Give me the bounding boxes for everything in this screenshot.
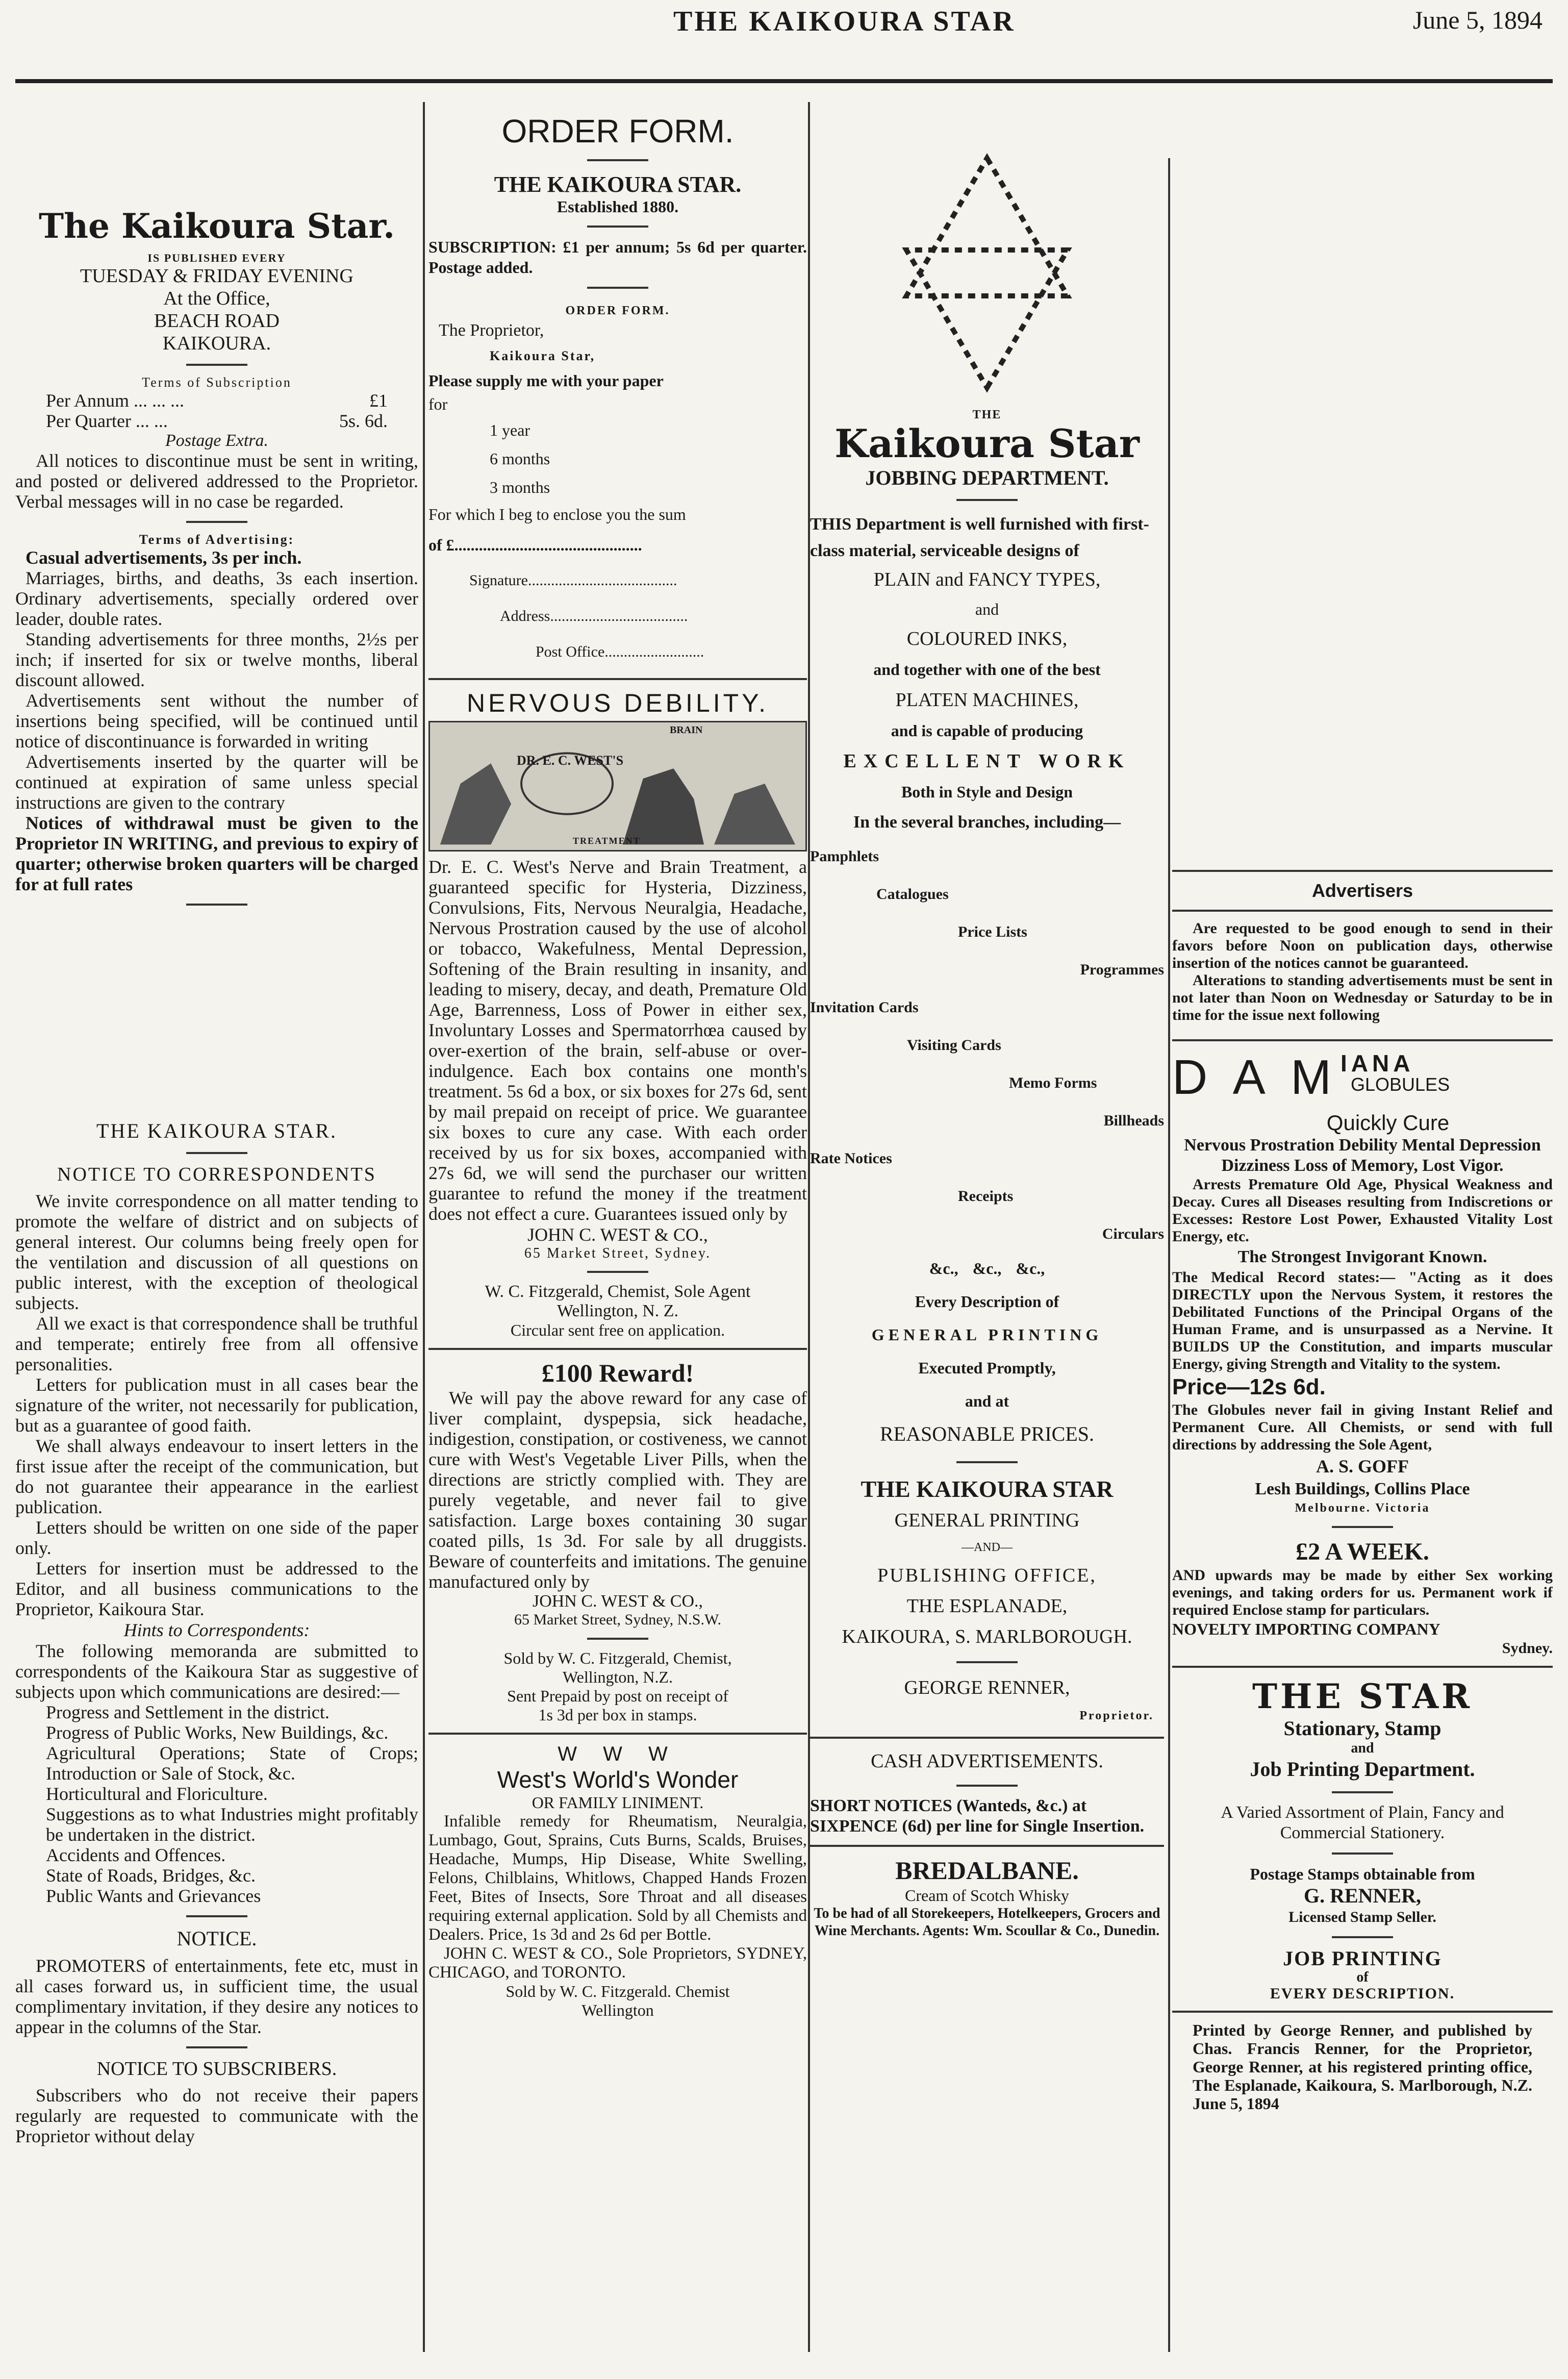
advertisers-body-2: Alterations to standing advertisements must be sent in not later than Noon on Wednesday or Saturday to be in time for the issue next following (1172, 972, 1553, 1023)
notice-body: PROMOTERS of entertainments, fete etc, must in all cases forward us, in sufficient time, the usual complimentary invitation, if they desire any notices to appear in the columns of the Star. (15, 1956, 418, 2037)
damiana-globules: GLOBULES (1351, 1074, 1450, 1095)
page-header (15, 0, 1553, 102)
header-rule (15, 79, 1553, 83)
hint-item: Suggestions as to what Industries might profitably be undertaken in the district. (46, 1804, 418, 1845)
star-of-david-icon (810, 102, 1164, 429)
period-6-months: 6 months (490, 449, 550, 468)
divider (428, 678, 807, 680)
terms-heading: Terms of Subscription (142, 375, 292, 390)
and-at-line: and at (965, 1392, 1009, 1410)
issue-date: June 5, 1894 (1412, 6, 1542, 34)
branch-item: Visiting Cards (907, 1037, 1001, 1054)
sold-by: Sold by W. C. Fitzgerald, Chemist, (503, 1649, 732, 1667)
published-office: At the Office, (163, 288, 270, 309)
adv-term-5: Advertisements inserted by the quarter will be continued at expiration of same unless special instructions are given to the contrary (15, 752, 418, 813)
damiana-price-body: The Globules never fail in giving Instant Relief and Permanent Cure. All Chemists, or send with full directions by addressing the Sole Agent, (1172, 1401, 1553, 1453)
divider (587, 159, 648, 161)
varied-assortment: A Varied Assortment of Plain, Fancy and Commercial Stationery. (1221, 1803, 1504, 1842)
subscription-line: SUBSCRIPTION: £1 per annum; 5s 6d per quarter. Postage added. (428, 238, 807, 277)
divider (810, 1845, 1164, 1847)
corr-para-4: We shall always endeavour to insert letters in the first issue after the receipt of the communication, but do not guarantee their appearance in the earliest publication. (15, 1436, 418, 1517)
star-logo (810, 102, 1164, 429)
the-star-heading: THE STAR (1252, 1676, 1473, 1716)
divider (1172, 870, 1553, 872)
divider (186, 1915, 247, 1917)
kaikoura-star-line: Kaikoura Star, (490, 348, 596, 363)
divider (428, 1733, 807, 1735)
period-1-year: 1 year (490, 421, 530, 439)
divider (587, 1271, 648, 1273)
divider (1332, 1852, 1393, 1855)
address-label: Address (500, 608, 550, 624)
jobbing-intro: THIS Department is well furnished with first-class material, serviceable designs of (810, 515, 1149, 560)
hint-item: Agricultural Operations; State of Crops; Introduction or Sale of Stock, &c. (46, 1743, 418, 1784)
goff-city: Melbourne. Victoria (1295, 1501, 1430, 1515)
licensed-seller: Licensed Stamp Seller. (1288, 1909, 1436, 1925)
hint-item: Public Wants and Grievances (46, 1886, 261, 1906)
divider (956, 1785, 1018, 1787)
illustration-icon (430, 722, 805, 850)
masthead: THE KAIKOURA STAR (673, 6, 1016, 37)
published-days: TUESDAY & FRIDAY EVENING (80, 265, 353, 287)
etc-line: &c., &c., &c., (929, 1259, 1045, 1278)
fitzgerald-agent: W. C. Fitzgerald, Chemist, Sole Agent (485, 1282, 751, 1301)
divider (956, 499, 1018, 501)
quarter-label: Per Quarter ... ... (46, 411, 168, 431)
office-general-printing: GENERAL PRINTING (894, 1510, 1080, 1531)
amount-dots[interactable]: .............................................. (454, 536, 642, 554)
reasonable-prices: REASONABLE PRICES. (879, 1422, 1095, 1445)
goff-name: A. S. GOFF (1316, 1456, 1409, 1476)
branch-item: Receipts (958, 1188, 1014, 1205)
illustration-label-2: BRAIN (670, 724, 703, 736)
paper-name: THE KAIKOURA STAR. (494, 172, 742, 197)
divider (186, 1152, 247, 1154)
adv-term-3: Standing advertisements for three months, 2½s per inch; if inserted for six or twelve months, liberal discount allowed. (15, 629, 418, 690)
branch-item: Pamphlets (810, 848, 879, 865)
damiana-d: D A M (1172, 1050, 1339, 1105)
jobbing-title: Kaikoura Star (834, 421, 1140, 466)
liniment-body: Infalible remedy for Rheumatism, Neuralgia, Lumbago, Gout, Sprains, Cuts Burns, Scalds, Bruises, Headache, Mumps, Hip Disease, White Swelling, Felons, Chilblains, Whitlows, Chapped Hands Frozen Feet, Bites of Insects, Sore Throat and all diseases requiring external application. Sold by all Chemists and Dealers. Price, 1s 3d and 2s 6d per Bottle. (428, 1812, 807, 1944)
column-2 (428, 102, 807, 2347)
fitzgerald-city: Wellington, N. Z. (557, 1301, 679, 1320)
divider (956, 1461, 1018, 1463)
annum-row (46, 390, 388, 411)
cash-advertisements: CASH ADVERTISEMENTS. (871, 1750, 1103, 1772)
inks-line: COLOURED INKS, (906, 628, 1068, 649)
hint-item: Horticultural and Floriculture. (46, 1784, 268, 1804)
medical-record: The Medical Record states:— "Acting as it does DIRECTLY upon the Nervous System, it restores the Debilitated Functions of the Principal Organs of the Human Frame, and is unsurpassed as a Nervine. It BUILDS UP the Constitution, and imparts muscular Energy, giving Strength and Vitality to the system. (1172, 1269, 1553, 1372)
established: Established 1880. (557, 197, 679, 216)
column-1 (15, 102, 418, 2347)
proprietor-title: Proprietor. (1079, 1709, 1154, 1722)
please-supply: Please supply me with your paper (428, 371, 664, 390)
annum-value: £1 (369, 390, 388, 411)
liniment-city: Wellington (581, 2001, 654, 2019)
quarter-row (46, 411, 388, 431)
branch-item: Price Lists (958, 923, 1027, 940)
and-line: and (975, 600, 999, 618)
divider (956, 1661, 1018, 1663)
every-description-4: EVERY DESCRIPTION. (1270, 1985, 1455, 2002)
office-publishing: PUBLISHING OFFICE, (877, 1565, 1097, 1586)
divider (186, 521, 247, 523)
branch-item: Billheads (1103, 1112, 1164, 1129)
illustration-label: DR. E. C. WEST'S (517, 753, 624, 768)
adv-term-6: Notices of withdrawal must be given to the Proprietor IN WRITING, and previous to expiry of quarter; otherwise broken quarters will be charged for at full rates (15, 813, 418, 894)
annum-label: Per Annum ... ... ... (46, 390, 185, 411)
damiana-iana: IANA (1341, 1050, 1414, 1076)
published-line: IS PUBLISHED EVERY (147, 252, 286, 264)
address-line (428, 598, 807, 634)
sent-prepaid: Sent Prepaid by post on receipt of (507, 1687, 728, 1705)
divider (1332, 1526, 1393, 1528)
sold-city: Wellington, N.Z. (562, 1668, 673, 1686)
week-body: AND upwards may be made by either Sex working evenings, and taking orders for us. Permanent work if required Enclose stamp for particulars. (1172, 1567, 1553, 1618)
hints-intro: The following memoranda are submitted to correspondents of the Kaikoura Star as suggestive of subjects upon which communications are desired:— (15, 1641, 418, 1702)
adv-term-1: Casual advertisements, 3s per inch. (26, 547, 302, 568)
branch-item: Catalogues (876, 886, 949, 903)
damiana-logo (1172, 1049, 1553, 1111)
corr-para-6: Letters for insertion must be addressed to the Editor, and all business communications to the Proprietor, Kaikoura Star. (15, 1558, 418, 1619)
address-dots[interactable]: .................................... (550, 608, 688, 624)
divider (587, 287, 648, 289)
amount-line (428, 527, 807, 563)
branches-list (810, 838, 1164, 1253)
advertisers-heading: Advertisers (1311, 880, 1413, 901)
west-company: JOHN C. WEST & CO., (527, 1224, 708, 1245)
amount-label: of £ (428, 536, 454, 554)
general-printing: GENERAL PRINTING (871, 1325, 1103, 1344)
branch-item: Rate Notices (810, 1150, 892, 1167)
damiana-list: Nervous Prostration Debility Mental Depression Dizziness Loss of Memory, Lost Vigor. (1184, 1136, 1541, 1175)
advertising-heading: Terms of Advertising: (139, 532, 295, 547)
liniment-sold: Sold by W. C. Fitzgerald. Chemist (505, 1982, 730, 2000)
circular-line: Circular sent free on application. (510, 1321, 725, 1339)
signature-line (428, 563, 807, 598)
goff-address: Lesh Buildings, Collins Place (1255, 1480, 1470, 1498)
correspondents-heading: NOTICE TO CORRESPONDENTS (57, 1164, 376, 1185)
divider (1332, 1936, 1393, 1938)
notice-heading: NOTICE. (176, 1927, 257, 1950)
star-heading: THE KAIKOURA STAR. (96, 1119, 337, 1142)
week-heading: £2 A WEEK. (1296, 1538, 1429, 1565)
hint-item: Progress of Public Works, New Buildings, &c. (46, 1722, 389, 1743)
g-renner: G. RENNER, (1303, 1884, 1422, 1907)
printer-imprint: Printed by George Renner, and published by Chas. Francis Renner, for the Proprietor, George Renner, at his registered printing office, The Esplanade, Kaikoura, S. Marlborough, N.Z. June 5, 1894 (1193, 2021, 1532, 2113)
illustration-label-3: TREATMENT (573, 836, 641, 846)
office-kaikoura: KAIKOURA, S. MARLBOROUGH. (842, 1626, 1132, 1647)
office-star: THE KAIKOURA STAR (861, 1476, 1114, 1502)
post-office-label: Post Office (536, 643, 605, 660)
stationary-and: and (1351, 1740, 1374, 1756)
bredalbane-body: To be had of all Storekeepers, Hotelkeepers, Grocers and Wine Merchants. Agents: Wm. Scoullar & Co., Dunedin. (814, 1906, 1160, 1939)
enclose-line: For which I beg to enclose you the sum (428, 505, 686, 523)
damiana-price: Price—12s 6d. (1172, 1374, 1326, 1399)
divider (1172, 2011, 1553, 2013)
order-form-heading: ORDER FORM. (501, 113, 734, 149)
period-3-months: 3 months (490, 478, 550, 496)
strongest-invigorant: The Strongest Invigorant Known. (1237, 1247, 1487, 1266)
george-renner: GEORGE RENNER, (904, 1677, 1070, 1698)
for-line: for (428, 395, 448, 413)
hint-item: Progress and Settlement in the district. (46, 1702, 330, 1722)
divider (1172, 910, 1553, 912)
divider (587, 1638, 648, 1640)
branch-item: Programmes (1080, 961, 1164, 978)
excellent-line: EXCELLENT WORK (843, 750, 1131, 772)
job-of: of (1356, 1969, 1369, 1985)
adv-term-2: Marriages, births, and deaths, 3s each insertion. Ordinary advertisements, specially ordered over leader, double rates. (15, 568, 418, 629)
signature-dots[interactable]: ....................................... (527, 572, 677, 589)
west-company-2: JOHN C. WEST & CO., (532, 1592, 703, 1611)
liniment-proprietors: JOHN C. WEST & CO., Sole Proprietors, SYDNEY, CHICAGO, and TORONTO. (428, 1944, 807, 1982)
hints-heading: Hints to Correspondents: (123, 1620, 310, 1640)
divider (1332, 1791, 1393, 1793)
column-rule-1 (423, 102, 425, 2352)
capable-line: and is capable of producing (891, 721, 1083, 740)
published-town: KAIKOURA. (162, 333, 271, 354)
quickly-cure: Quickly Cure (1326, 1111, 1450, 1135)
wonder-heading: West's World's Wonder (497, 1766, 739, 1793)
advertisers-body: Are requested to be good enough to send in their favors before Noon on publication days, otherwise insertion of the notices cannot be guaranteed. (1172, 920, 1553, 971)
the-label: THE (972, 408, 1002, 421)
nervous-debility-heading: NERVOUS DEBILITY. (467, 689, 769, 717)
hint-item: State of Roads, Bridges, &c. (46, 1865, 256, 1886)
together-line: and together with one of the best (873, 660, 1101, 679)
branch-item: Invitation Cards (810, 999, 919, 1016)
paper-title: The Kaikoura Star. (38, 206, 395, 246)
novelty-city: Sydney. (1502, 1640, 1553, 1657)
hint-item: Accidents and Offences. (46, 1845, 226, 1865)
postage-stamps: Postage Stamps obtainable from (1250, 1865, 1475, 1883)
divider (810, 1737, 1164, 1739)
office-and: —AND— (962, 1541, 1013, 1554)
executed-line: Executed Promptly, (918, 1359, 1056, 1377)
west-address-2: 65 Market Street, Sydney, N.S.W. (514, 1611, 722, 1628)
column-rule-3 (1168, 158, 1170, 2352)
post-office-line (428, 634, 807, 670)
reward-body: We will pay the above reward for any case of liver complaint, dyspepsia, sick headache, indigestion, constipation, or costiveness, we cannot cure with West's Vegetable Liver Pills, when the directions are strictly complied with. They are purely vegetable, and never fail to give satisfaction. Large boxes containing 30 sugar coated pills, 1s 3d. For sale by all druggists. Beware of counterfeits and imitations. The genuine manufactured only by (428, 1388, 807, 1592)
published-road: BEACH ROAD (154, 310, 280, 332)
bredalbane-heading: BREDALBANE. (895, 1856, 1079, 1885)
sent-price: 1s 3d per box in stamps. (538, 1706, 697, 1724)
postage-note: Postage Extra. (165, 431, 269, 450)
branch-item: Circulars (1102, 1225, 1164, 1242)
corr-para-5: Letters should be written on one side of the paper only. (15, 1517, 418, 1558)
discontinue-notice: All notices to discontinue must be sent in writing, and posted or delivered addressed to the Proprietor. Verbal messages will in no case be regarded. (15, 450, 418, 512)
column-4 (1172, 102, 1553, 2347)
stationary-line: Stationary, Stamp (1283, 1717, 1441, 1740)
divider (1172, 1666, 1553, 1668)
reward-heading: £100 Reward! (541, 1359, 694, 1387)
bredalbane-sub: Cream of Scotch Whisky (904, 1886, 1069, 1905)
treatment-illustration (428, 721, 807, 852)
corr-para-3: Letters for publication must in all cases bear the signature of the writer, not necessarily for publication, but as a guarantee of good faith. (15, 1374, 418, 1436)
every-description: Every Description of (915, 1292, 1059, 1311)
signature-label: Signature (469, 572, 528, 589)
branches-line: In the several branches, including— (853, 813, 1121, 832)
divider (428, 1348, 807, 1350)
liniment-subheading: OR FAMILY LINIMENT. (532, 1793, 704, 1812)
corr-para-2: All we exact is that correspondence shall be truthful and temperate; entirely free from all offensive personalities. (15, 1313, 418, 1374)
www-heading: W W W (558, 1743, 678, 1765)
novelty-company: NOVELTY IMPORTING COMPANY (1172, 1620, 1440, 1638)
divider (186, 904, 247, 906)
short-notices: SHORT NOTICES (Wanteds, &c.) at SIXPENCE (6d) per line for Single Insertion. (810, 1796, 1145, 1836)
west-address: 65 Market Street, Sydney. (524, 1245, 712, 1261)
adv-term-4: Advertisements sent without the number of insertions being specified, will be continued until notice of discontinuance is forwarded in writing (15, 690, 418, 752)
post-office-dots[interactable]: .......................... (604, 643, 704, 660)
platen-line: PLATEN MACHINES, (895, 689, 1079, 711)
job-printing: JOB PRINTING (1283, 1947, 1442, 1970)
both-line: Both in Style and Design (901, 783, 1073, 801)
subscribers-heading: NOTICE TO SUBSCRIBERS. (96, 2058, 337, 2080)
damiana-body: Arrests Premature Old Age, Physical Weakness and Decay. Cures all Diseases resulting from Indiscretions or Excesses: Restore Lost Power, Exhausted Vitality Lost Energy, etc. (1172, 1176, 1553, 1245)
column-3 (810, 102, 1164, 2347)
divider (587, 226, 648, 228)
jobbing-department: JOBBING DEPARTMENT. (865, 466, 1109, 489)
order-form-subheading: ORDER FORM. (565, 304, 670, 317)
office-esplanade: THE ESPLANADE, (906, 1595, 1068, 1617)
divider (186, 2046, 247, 2048)
nervous-debility-body: Dr. E. C. West's Nerve and Brain Treatment, a guaranteed specific for Hysteria, Dizziness, Convulsions, Fits, Nervous Neuralgia, Headache, Nervous Prostration caused by the use of alcohol or tobacco, Wakefulness, Mental Depression, Softening of the Brain resulting in insanity, and leading to misery, decay, and death, Premature Old Age, Barrenness, Loss of Power in either sex, Involuntary Losses and Spermatorrhœa caused by over-exertion of the brain, self-abuse or over-indulgence. Each box contains one month's treatment. 5s 6d a box, or six boxes for 27s 6d, sent by mail prepaid on receipt of price. We guarantee six boxes to cure any case. With each order received by us for six boxes, accompanied with 27s 6d, we will send the purchaser our written guarantee to refund the money if the treatment does not effect a cure. Guarantees issued only by (428, 857, 807, 1224)
corr-para-1: We invite correspondence on all matter tending to promote the welfare of district and on subjects of general interest. Our columns being freely open for the ventilation and discussion of all questions on public interest, with the exception of theological subjects. (15, 1191, 418, 1313)
branch-item: Memo Forms (1009, 1074, 1097, 1091)
quarter-value: 5s. 6d. (339, 411, 388, 431)
subscribers-body: Subscribers who do not receive their papers regularly are requested to communicate with the Proprietor without delay (15, 2085, 418, 2146)
job-printing-department: Job Printing Department. (1250, 1758, 1475, 1781)
divider (186, 364, 247, 366)
proprietor-line: The Proprietor, (439, 321, 544, 340)
divider (1172, 1039, 1553, 1041)
types-line: PLAIN and FANCY TYPES, (873, 569, 1101, 590)
